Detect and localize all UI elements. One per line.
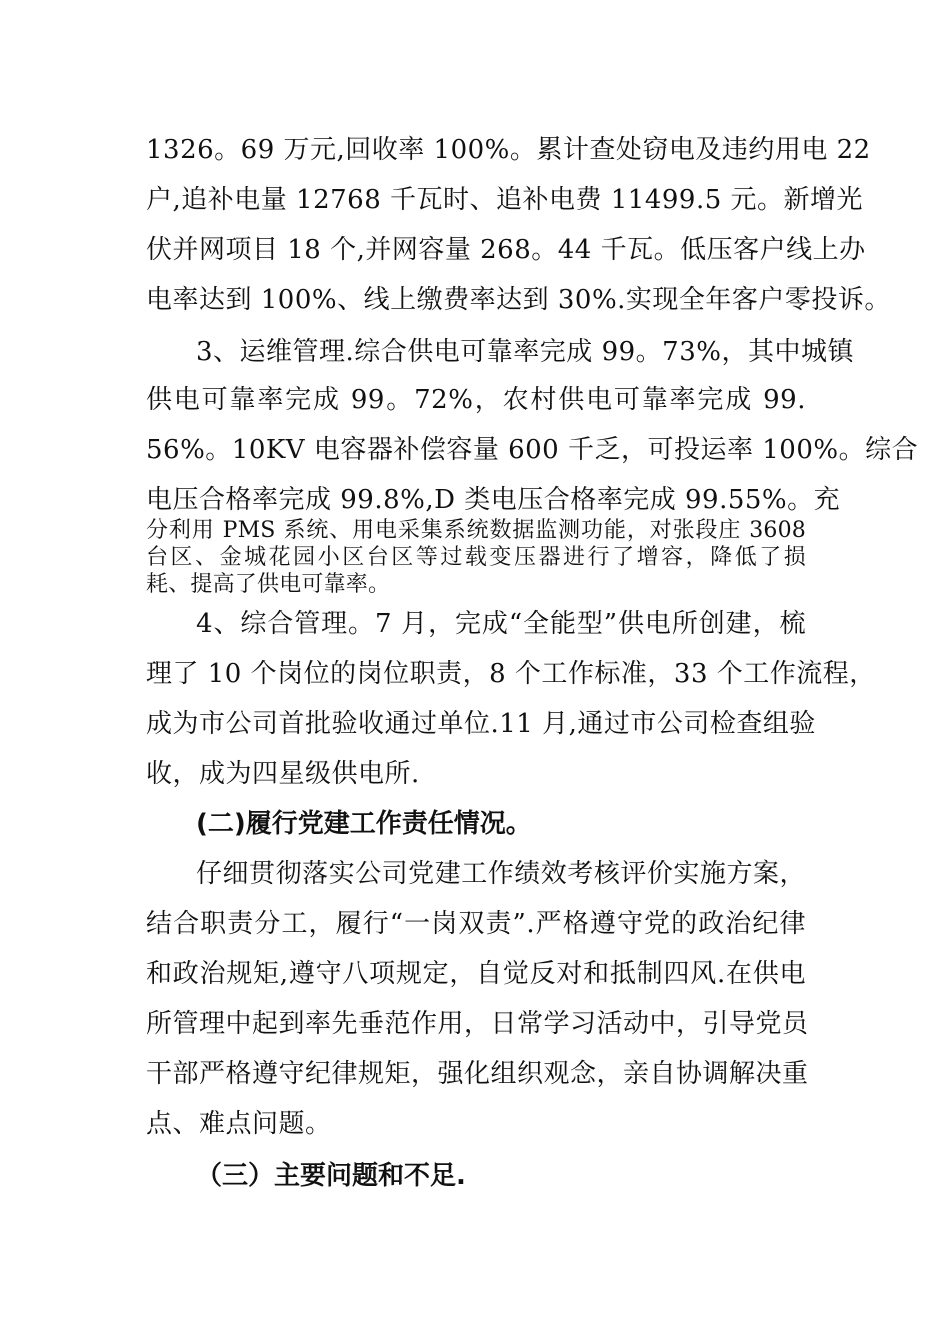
paragraph-line: 伏并网项目 18 个,并网容量 268。44 千瓦。低压客户线上办 — [146, 235, 866, 265]
paragraph-line: 结合职责分工，履行“一岗双责”.严格遵守党的政治纪律 — [146, 909, 806, 939]
paragraph-line-indented: 4、综合管理。7 月，完成“全能型”供电所创建，梳 — [196, 609, 806, 639]
paragraph-line: 理了 10 个岗位的岗位职责，8 个工作标准，33 个工作流程， — [146, 659, 876, 689]
paragraph-line: 户,追补电量 12768 千瓦时、追补电费 11499.5 元。新增光 — [146, 185, 864, 215]
paragraph-line: 成为市公司首批验收通过单位.11 月,通过市公司检查组验 — [146, 709, 816, 739]
paragraph-line: 所管理中起到率先垂范作用，日常学习活动中，引导党员 — [146, 1009, 809, 1039]
paragraph-line: 收，成为四星级供电所. — [146, 759, 420, 789]
paragraph-line: 电率达到 100%、线上缴费率达到 30%.实现全年客户零投诉。 — [146, 285, 891, 315]
paragraph-line-small: 耗、提高了供电可靠率。 — [146, 572, 391, 597]
paragraph-line: 干部严格遵守纪律规矩，强化组织观念，亲自协调解决重 — [146, 1059, 809, 1089]
paragraph-line-small: 分利用 PMS 系统、用电采集系统数据监测功能，对张段庄 3608 — [146, 518, 806, 543]
paragraph-line: 电压合格率完成 99.8%,D 类电压合格率完成 99.55%。充 — [146, 485, 841, 515]
paragraph-line: 和政治规矩,遵守八项规定，自觉反对和抵制四风.在供电 — [146, 959, 806, 989]
paragraph-line: 1326。69 万元,回收率 100%。累计查处窃电及违约用电 22 — [146, 135, 871, 165]
paragraph-line: 56%。10KV 电容器补偿容量 600 千乏，可投运率 100%。综合 — [146, 435, 919, 465]
paragraph-line-indented: 仔细贯彻落实公司党建工作绩效考核评价实施方案， — [196, 859, 806, 889]
section-heading: （三）主要问题和不足. — [196, 1161, 466, 1191]
paragraph-line: 点、难点问题。 — [146, 1109, 332, 1139]
paragraph-line: 供电可靠率完成 99。72%，农村供电可靠率完成 99. — [146, 385, 806, 415]
paragraph-line-small: 台区、金城花园小区台区等过载变压器进行了增容，降低了损 — [146, 545, 806, 570]
section-heading: (二)履行党建工作责任情况。 — [196, 809, 532, 839]
paragraph-line-indented: 3、运维管理.综合供电可靠率完成 99。73%，其中城镇 — [196, 337, 854, 367]
